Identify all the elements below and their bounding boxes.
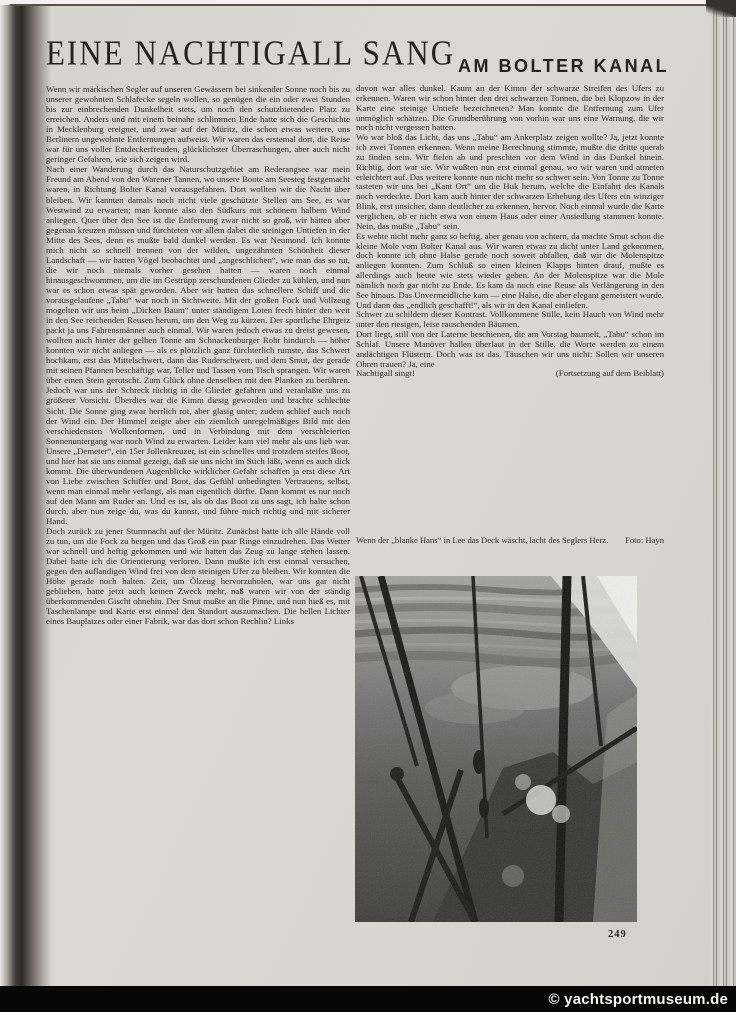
sailing-deck-photo	[355, 576, 637, 922]
paragraph: Schwer zu schildern dieser Kontrast. Vollkommene Stille, kein Hauch von Wind mehr unter den riesigen, leise rauschenden Bäumen.	[356, 309, 664, 330]
watermark-bar	[0, 986, 736, 1012]
photo-caption-text: Wenn der „blanke Hans“ in Lee das Deck wäscht, lacht des Seglers Herz.	[356, 535, 609, 545]
paragraph: Nach einer Wanderung durch das Naturschutzgebiet am Rederangsee war mein Freund am Abend von den Warener Tannen, wo unsere Boote am Seesteg festgemacht waren, in Richtung Bolter Kanal vorausgefahren. Dort wollten wir die Nacht über bleiben. Wir kannten damals noch nicht viele geschützte Stellen am See, es war Westwind zu erwarten; man konnte also den Südkurs mit schönem halbem Wind anliegen. Quer über den See ist die Entfernung zwar nicht so groß, wir hätten aber gegenan kreuzen müssen und fürchteten vor allem dabei die steinigen Untiefen in der Mitte des Sees, denn es mußte bald dunkel werden. Es war Neumond. Ich konnte mich nicht so schnell trennen von der wilden, ungezähmten Schönheit dieser Landschaft — wir hatten Vögel beobachtet und „angeschlichen“, wie man das so tut, die wir noch niemals vorher gesehen hatten — waren noch einmal hinausgeschwommen, um die im Gestrüpp zerschundenen Glieder zu kühlen, und nun war es schon etwas spät geworden. Aber wir hatten das schnellere Schiff und die vorausgelaufene „Tabu“ war noch in Sichtweite. Mit der großen Fock und Vollzeug mogelten wir uns beim „Dicken Baum“ unter ständigem Loten frech hinter den weit in den See reichenden Reusen herum, um den Weg zu kürzen. Der sportliche Ehrgeiz packt ja uns Fahrensmänner auch einmal. Wir waren jedoch etwas zu dreist gewesen, wollten auch hinter der gelben Tonne am Schnackenburger Rohr hindurch — höher konnten wir nicht anliegen — als es plötzlich ganz fürchterlich rumste, das Schwert hochkam, erst das Mittelschwert, dann das Ruderschwert, und dem Smut, der gerade mit seinen Pfannen beschäftigt war, Teller und Tassen vom Tisch sprangen. Wir waren über einen Stein gerutscht. Zum Glück ohne denselben mit den Planken zu berühren. Jedoch war uns der Schreck tüchtig in die Glieder gefahren und veranlaßte uns zu größerer Vorsicht. Überdies war die Kimm diesig geworden und brachte schlechte Sicht. Die Sonne ging zwar herrlich rot, aber glasig unter; zudem schlief auch noch der Wind ein. Der Himmel zeigte aber ein ziemlich unregelmäßiges Bild mit den verschiedensten Wolkenformen, und in Verbindung mit dem verschleierten Sonnenuntergang war noch Wind zu erwarten. Leider kam viel mehr als uns lieb war. Unsere „Demeter“, ein 15er Jollenkreuzer, ist ein schnelles und trotzdem steifes Boot, und hier hat sie uns einmal gezeigt, daß sie uns nicht im Stich läßt, wenn es auch dick kommt. Die überwundenen Augenblicke wirklicher Gefahr schaffen ja erst diese Art von Liebe zwischen Schiffer und Boot, das Gefühl unbedingten Vertrauens, selbst, wenn man einmal mehr verlangt, als man eigentlich dürfte. Dann kommt es nur noch auf den Mann am Ruder an. Und es ist, als ob das Boot zu uns sagt, ich halte schon durch, aber nun zeige du, was du kannst, und führe mich richtig und mit sicherer Hand.	[46, 164, 350, 527]
continuation-line	[356, 369, 664, 379]
stacked-page-edges	[710, 6, 736, 986]
left-text-column	[46, 84, 350, 916]
photo-credit: Foto: Hayn	[625, 535, 664, 545]
paragraph: Wenn wir märkischen Segler auf unseren Gewässern bei sinkender Sonne noch bis zu unserer gewohnten Schlafecke segeln wollen, so genügen die ein oder zwei Stunden bis zur einbrechenden Dunkelheit stets, um noch den schutzbietenden Platz zu erreichen. Anders und mit einem beinahe schlimmen Ende hatte sich die Geschichte in Mecklenburg ereignet, und zwar auf der Müritz, die schon etwas weitere, uns Berlinern ungewohnte Entfernungen aufweist. Wir waren das erstemal dort, die Reise war für uns voller Entdeckerfreuden, glücklichster Überraschungen, aber auch nicht geringer Gefahren, wie sich zeigen wird.	[46, 84, 350, 165]
article-subtitle: AM BOLTER KANAL	[458, 56, 670, 76]
paragraph: Doch zurück zu jener Sturmnacht auf der Müritz. Zunächst hatte ich alle Hände voll zu tun, um die Fock zu bergen und das Groß ein paar Ringe einzudrehen. Das Wetter war schnell und heftig gekommen und wir hatten das Zeug zu lange stehen lassen. Dabei hatte ich die Orientierung verloren. Dann mußte ich erst einmal versuchen, gegen den auflandigen Wind frei von dem steinigen Ufer zu bleiben. Wir konnten die Höhe gerade noch halten. Zeit, um Ölzeug hervorzuholen, war uns gar nicht geblieben, hatte jetzt auch keinen Zweck mehr, naß waren wir von der ständig überkommenden Gischt ohnehin. Der Smut mußte an die Pinne, und nun hieß es, mit Taschenlampe und Karte erst einmal den Standort auszumachen. Die hellen Lichter eines Bauplatzes oder einer Fabrik, war das dort schon Rechlin? Links	[46, 526, 350, 627]
scan-corner-shadow	[706, 0, 736, 17]
continuation-note: (Fortsetzung auf dem Beiblatt)	[555, 368, 664, 379]
paragraph: Wo war bloß das Licht, das uns „Tabu“ am Ankerplatz zeigen wollte? Ja, jetzt konnte ich zwei Tonnen erkennen. Wenn meine Berechnung stimmte, mußte die dritte querab zu finden sein. Wir fielen ab und preschten vor dem Wind in das Dunkel hinein. Richtig, dort war sie. Wir wußten nun erst einmal genau, wo wir waren und atmeten erleichtert auf. Das weitere konnte nun nicht mehr so schwer sein. Von Tonne zu Tonne tasteten wir uns bei „Kant Ort“ um die Huk herum, welche die Einfahrt des Kanals noch verdeckte. Dort kam auch hinter der schwarzen Erhebung des Ufers ein winziger Blink, erst unsicher, dann deutlicher zu erkennen, hervor. Noch einmal wurde die Karte verglichen, ob er nicht etwa von einem Haus oder einer Ansiedlung stammen konnte. Nein, das mußte „Tabu“ sein.	[356, 132, 664, 231]
page-number: 249	[608, 929, 627, 940]
paragraph: Dort liegt, still von der Laterne beschienen, die am Vorstag baumelt, „Tabu“ schon im Schlaf. Unsere Manöver hallen überlaut in der Stille, die Worte werden zu einem andächtigen Flüstern. Doch was ist das. Täuschen wir uns nicht: Sollen wir unseren Ohren trauen? Ja, eine	[356, 329, 664, 369]
article-title: EINE NACHTIGALL SANG	[46, 33, 456, 73]
paragraph: davon war alles dunkel. Kaum an der Kimm der schwarze Streifen des Ufers zu erkennen. Waren wir schon hinter den drei schwarzen Tonnen, die bei Klopzow in der Karte eine steinige Untiefe bezeichneten? Man konnte die Entfernung zum Ufer unmöglich schätzen. Die Grundberührung von vorhin war uns eine Warnung, die wir noch nicht vergessen hatten.	[356, 84, 664, 133]
paragraph: Es wehte nicht mehr ganz so heftig, aber genau von achtern, da machte Smut schon die kleine Mole vom Bolter Kanal aus. Wir waren etwas zu dicht unter Land gekommen, doch konnte ich ohne Halse gerade noch soweit abfallen, daß wir die Molenspitze anliegen konnten. Zum Schluß so einen kleinen Klapps hinten drauf, mußte es allerdings auch heute wie stets wieder geben. An der Molenspitze war die Mole nämlich noch gar nicht zu Ende. Es kam da noch eine Reuse als Verlängerung in den See hinaus. Das Unvermeidliche kam — eine Halse, die aber elegant gemeistert wurde. Und dann das „endlich geschafft!“, als wir in den Kanal einliefen.	[356, 230, 664, 310]
page-top-edge	[10, 4, 736, 6]
right-text-column	[356, 84, 664, 536]
watermark-text: © yachtsportmuseum.de	[548, 990, 728, 1008]
photo-caption	[356, 535, 664, 545]
article-last-words: Nachtigall singt!	[356, 368, 415, 379]
